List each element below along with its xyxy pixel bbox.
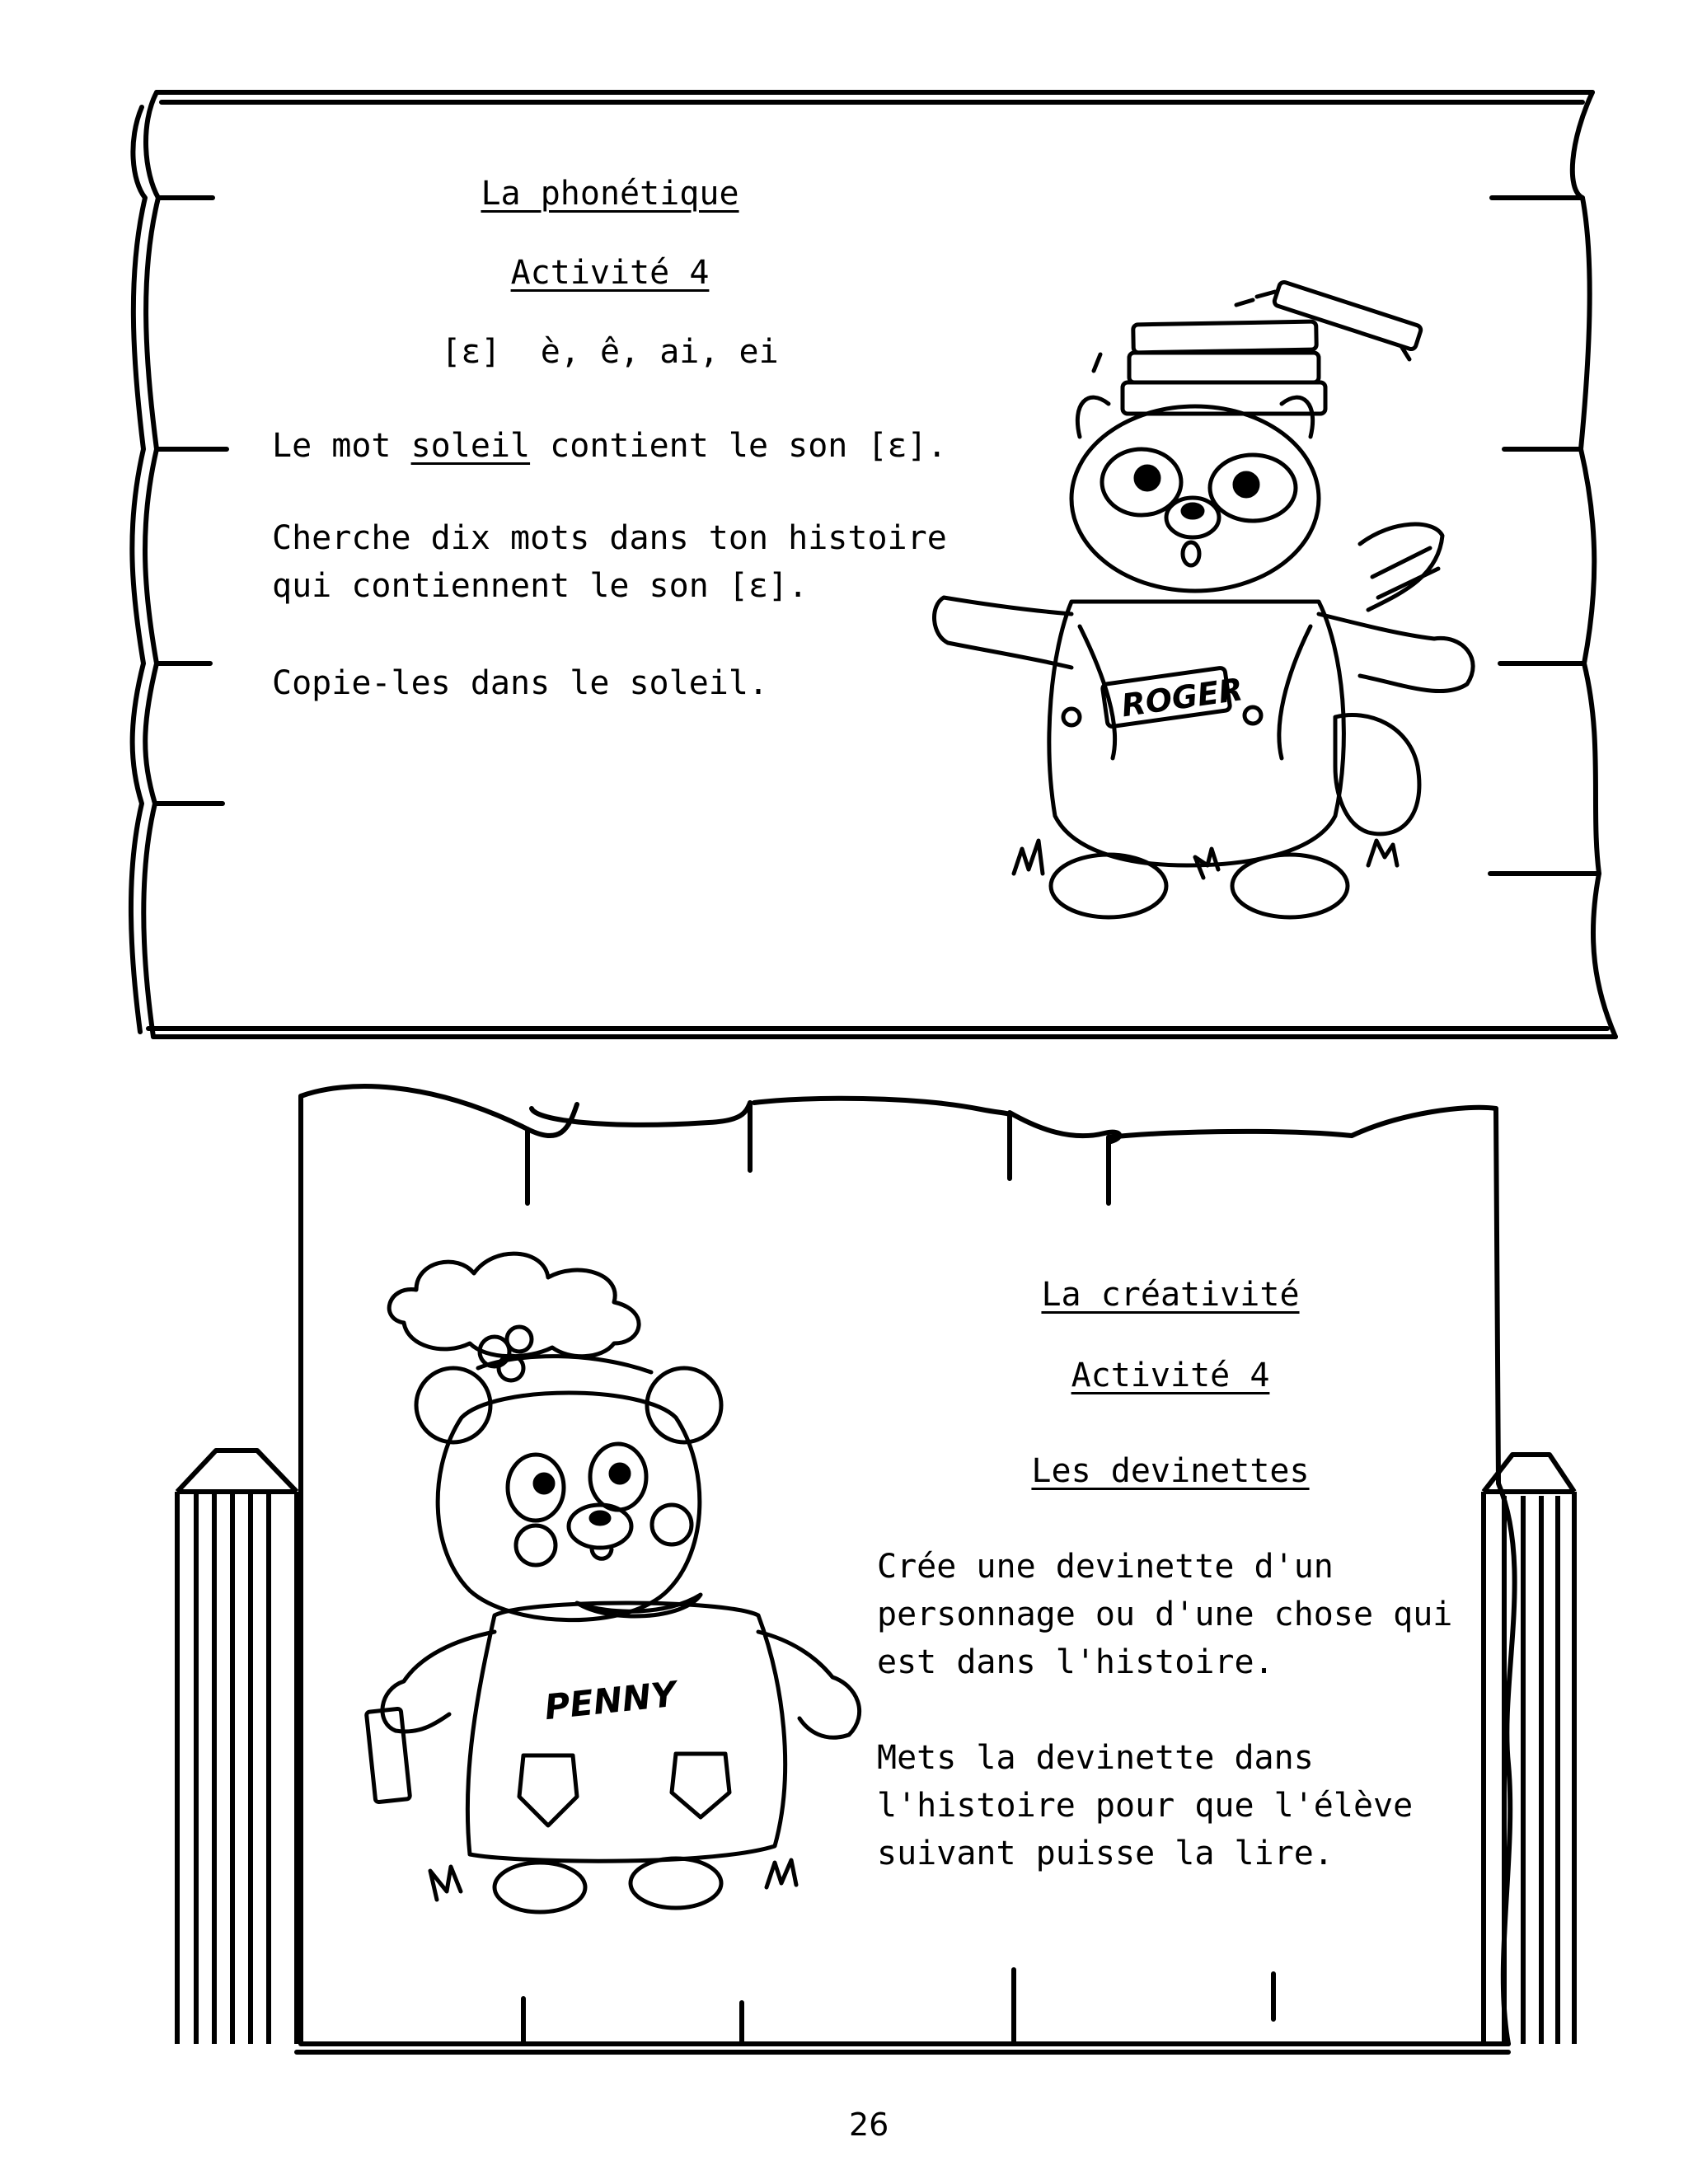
sound-spellings-line: [ɛ] è, ê, ai, ei [441, 333, 779, 371]
riddles-subheading: Les devinettes [1031, 1452, 1310, 1490]
penny-shirt-label: PENNY [542, 1673, 678, 1728]
keyword-soleil: soleil [410, 427, 531, 465]
sentence-suffix: contient le son [ɛ]. [530, 427, 947, 465]
creativity-activity-number: Activité 4 [1071, 1357, 1270, 1394]
penny-bear-illustration [366, 1254, 859, 1912]
create-riddle-paragraph: Crée une devinette d'un personnage ou d'une chose qui est dans l'histoire. [877, 1548, 1453, 1681]
page-number: 26 [849, 2107, 889, 2143]
soleil-sentence [272, 422, 947, 470]
roger-shirt-label: ROGER [1118, 671, 1245, 724]
right-pencil-post [1484, 1455, 1574, 2044]
find-ten-words-instruction: Cherche dix mots dans ton histoire qui contiennent le son [ɛ]. [272, 519, 947, 605]
sentence-prefix: Le mot [272, 427, 411, 465]
creativity-heading: La créativité [1041, 1276, 1300, 1314]
copy-into-sun-instruction: Copie-les dans le soleil. [272, 664, 769, 702]
place-riddle-paragraph: Mets la devinette dans l'histoire pour que l'élève suivant puisse la lire. [877, 1739, 1414, 1872]
left-pencil-post [177, 1451, 297, 2044]
roger-raccoon-illustration [935, 281, 1474, 917]
phonetics-heading: La phonétique [481, 175, 739, 213]
phonetics-activity-number: Activité 4 [510, 254, 710, 292]
